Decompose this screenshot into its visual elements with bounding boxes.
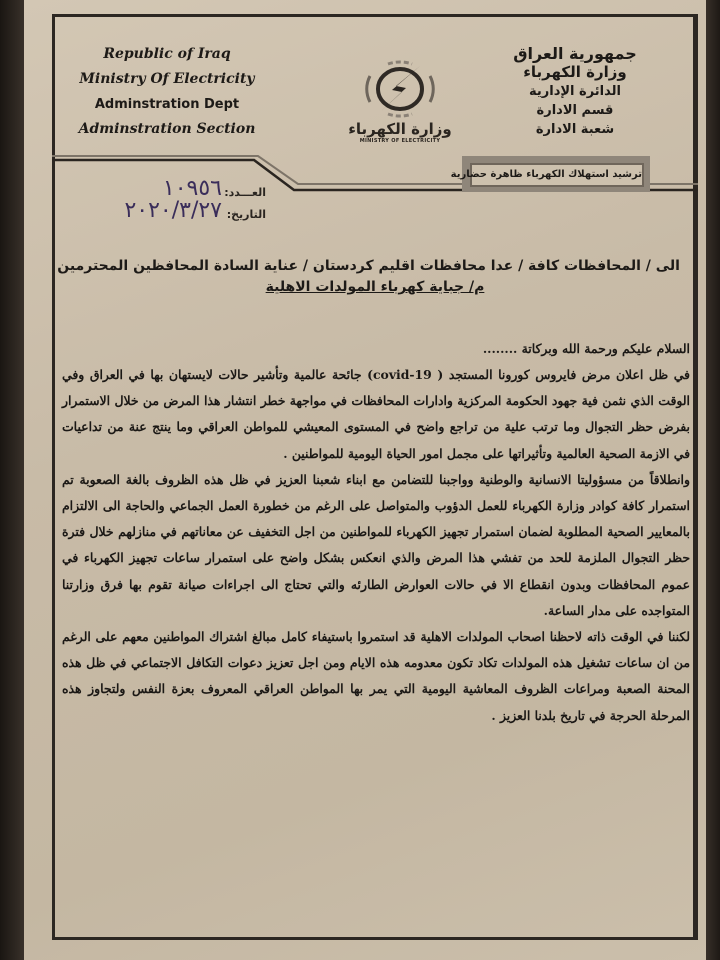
letterhead-department-en: Adminstration Dept	[94, 97, 240, 112]
letterhead-ministry-ar: وزارة الكهرباء	[523, 63, 627, 81]
background-edge-right	[704, 0, 720, 960]
background-edge-left	[0, 0, 26, 960]
reference-date-row	[66, 198, 266, 228]
slogan-box: ترشيد استهلاك الكهرباء ظاهرة حضارية	[470, 163, 644, 187]
letterhead-country-ar: جمهورية العراق	[513, 44, 637, 63]
body-paragraph: وانطلاقاً من مسؤوليتا الانسانية والوطنية وواجبنا للتضامن مع ابناء شعبنا العزيز في ظل هذه الظروف بالغة الصعوبة تم استمرار كافة كوادر وزارة الكهرباء للعمل الدؤوب والمتواصل على الرغم من خطورة العمل الجماعي والحاجة الى الالتزام بالمعايير الصحية المطلوبة لضمان استمرار تجهيز الكهرباء للمواطنين من اجل التخفيف عن معاناتهم في منازلهم خلال فترة حظر التجوال الملزمة للحد من تفشي هذا المرض والذي انعكس بشكل واضح على استمرار ساعات تجهيز الكهرباء في عموم المحافظات وبدون انقطاع الا في حالات العوارض الطارئه والتي تحتاج الى اجراءات صيانة تقوم بها فرق وزارتنا المتواجده على مدار الساعة.	[62, 471, 690, 618]
reference-block	[66, 178, 266, 228]
letterhead-section-ar: قسم الادارة	[536, 103, 614, 118]
lightning-bolt-icon	[358, 56, 442, 122]
letterhead-department-ar: الدائرة الإدارية	[529, 84, 621, 99]
greeting: السلام عليكم ورحمة الله وبركاتة ........	[482, 341, 690, 356]
addressee-block	[57, 255, 680, 297]
letterhead-arabic	[500, 44, 650, 139]
addressee-line: الى / المحافظات كافة / عدا محافظات اقليم كردستان / عناية السادة المحافظين المحترمين	[57, 258, 680, 274]
ministry-logo	[340, 56, 460, 156]
letterhead-english	[72, 42, 262, 142]
body-paragraph: لكننا في الوقت ذاته لاحظنا اصحاب المولدات الاهلية قد استمروا باستيفاء كامل مبالغ اشتراك المواطنين معهم على الرغم من ان ساعات تشغيل هذه المولدات تكاد تكون معدومه هذه الايام ومن اجل تعزيز دعوات التكافل الاجتماعي في ظل هذه المحنة الصعبة ومراعات الظروف المعاشية اليومية التي يمر بها المواطن العراقي المعروف بعزة النفس ولتجاوز هذه المرحلة الحرجة في تاريخ بلدنا العزيز .	[62, 629, 690, 723]
letterhead-section-en: Adminstration Section	[78, 121, 256, 137]
reference-number-label: العـــدد:	[224, 186, 266, 199]
logo-english-name: MINISTRY OF ELECTRICITY	[359, 138, 441, 144]
subject-line: م/ جباية كهرباء المولدات الاهلية	[265, 279, 485, 295]
letterhead-division-ar: شعبة الادارة	[535, 122, 615, 137]
logo-arabic-name: وزارة الكهرباء	[348, 120, 452, 138]
letter-body	[62, 336, 690, 729]
reference-date-value: ٢٠٢٠/٣/٢٧	[124, 198, 222, 223]
reference-number-value: ١٠٩٥٦	[162, 176, 222, 201]
letterhead-ministry-en: Ministry Of Electricity	[79, 71, 255, 87]
body-paragraph: في ظل اعلان مرض فايروس كورونا المستجد ( covid-19) جائحة عالمية وتأشير حالات لايستهان بها في العراق وفي الوقت الذي نثمن فية جهود الحكومة المركزية وادارات المحافظات في مواجهة خطر انتشار هذا المرض من خلال الاستمرار بفرض حظر التجوال وما ترتب علية من تراجع واضح في المستوى المعيشي للمواطن العراقي وما ينتج عنة من تداعيات في الازمة الصحية العالمية وتأثيراتها على مجمل امور الحياة اليومية للمواطنين .	[62, 367, 690, 461]
letterhead-country-en: Republic of Iraq	[103, 46, 231, 62]
reference-date-label: التاريخ:	[226, 208, 266, 221]
